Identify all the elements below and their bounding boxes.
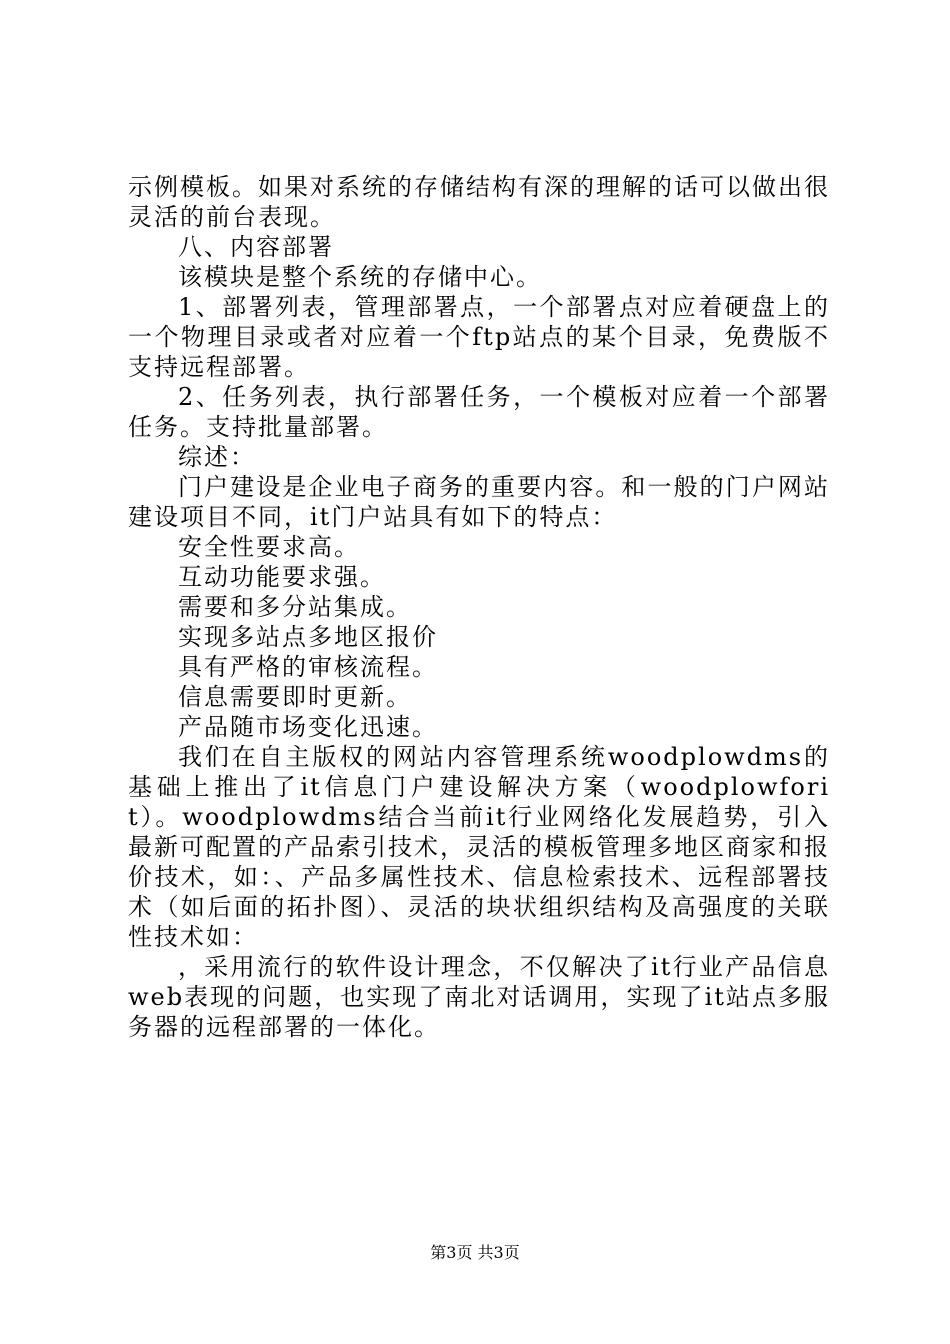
list-item: 具有严格的审核流程。 [178,653,438,681]
list-item: 信息需要即时更新。 [178,683,412,711]
list-item: 实现多站点多地区报价 [178,623,438,651]
list-item: 安全性要求高。 [178,533,360,561]
paragraph-deployment-list: 1、部署列表，管理部署点，一个部署点对应着硬盘上的一个物理目录或者对应着一个ftp站点的某个目录，免费版不支持远程部署。 [128,293,830,381]
paragraph-conclusion: ，采用流行的软件设计理念，不仅解决了it行业产品信息web表现的问题，也实现了南北对话调用，实现了it站点多服务器的远程部署的一体化。 [128,953,830,1041]
list-item: 产品随市场变化迅速。 [178,713,438,741]
paragraph-solution: 我们在自主版权的网站内容管理系统woodplowdms的基础上推出了it信息门户建设解决方案（woodplowforit）。woodplowdms结合当前it行业网络化发展趋势，引入最新可配置的产品索引技术，灵活的模板管理多地区商家和报价技术，如：、产品多属性技术、信息检索技术、远程部署技术（如后面的拓扑图）、灵活的块状组织结构及高强度的关联性技术如： [128,743,830,951]
list-item: 需要和多分站集成。 [178,593,412,621]
paragraph: 该模块是整个系统的存储中心。 [178,263,542,291]
section-heading-summary: 综述： [178,443,256,471]
paragraph-portal-intro: 门户建设是企业电子商务的重要内容。和一般的门户网站建设项目不同，it门户站具有如下的特点： [128,473,830,531]
section-heading-content-deployment: 八、内容部署 [178,233,334,261]
document-body [128,172,830,1042]
page-footer: 第3页 共3页 [430,1243,520,1262]
list-item: 互动功能要求强。 [178,563,386,591]
paragraph-task-list: 2、任务列表，执行部署任务，一个模板对应着一个部署任务。支持批量部署。 [128,383,830,441]
paragraph-continuation: 示例模板。如果对系统的存储结构有深的理解的话可以做出很灵活的前台表现。 [128,173,830,231]
